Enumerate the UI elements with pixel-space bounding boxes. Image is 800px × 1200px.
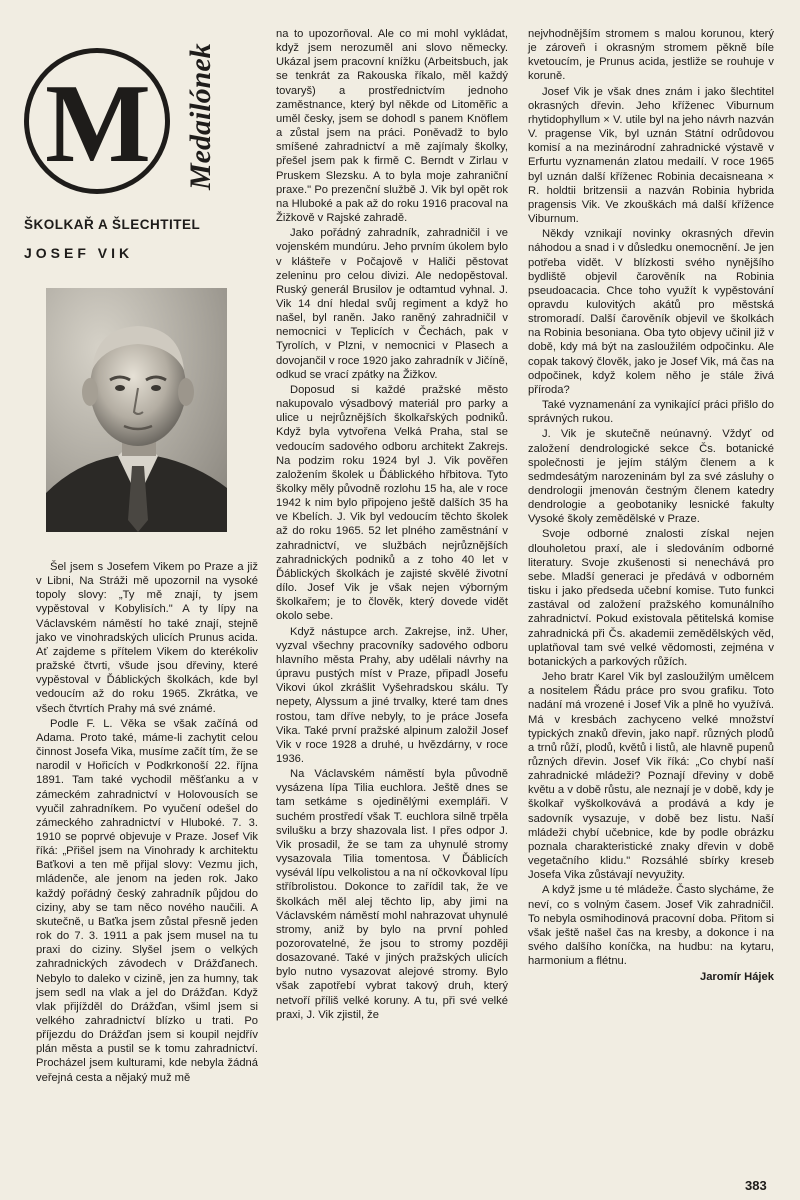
paragraph: A když jsme u té mládeže. Často slycháme, že neví, co s volným časem. Josef Vik zahradničil. To nebyla osmihodinová pracovní doba. Přitom si však ještě našel čas na kresby, a dokonce i na svého dalšího koníčka, na hudbu: na kytaru, harmonium a flétnu. xyxy=(528,884,774,968)
portrait-photo xyxy=(46,288,227,532)
paragraph: na to upozorňoval. Ale co mi mohl vykládat, když jsem nerozuměl ani slovo německy. Ukázal jsem pracovní knížku (Arbeitsbuch, jak se tenkrát za Rakouska říkalo, měl každý tovaryš) a prostřednictvím jednoho zaměstnance, který byl někde od Litoměřic a uměl česky, jsem se dohodl s panem Knöflem a zůstal jsem na práci. Poněvadž to bylo smíšené zahradnictví a mě zajímaly školky, přešel jsem pak k firmě C. Berndt v Zirlau v Pruskem Slezsku. A to byla moje zahraniční praxe." Po prezenční službě J. Vik byl opět rok na Hluboké a pak až do roku 1916 pracoval na Žižkově v Rajské zahradě. xyxy=(276,28,508,225)
paragraph: Jako pořádný zahradník, zahradničil i ve vojenském mundúru. Jeho prvním úkolem bylo v klášteře v Počajově v Haliči pěstovat zeleninu pro celou divizi. Ale nedopěstoval. Ruský generál Brusilov je odtamtud vyhnal. J. Vik 14 dní hledal svůj regiment a když ho našel, byl raněn. Jako raněný zahradničil v nemocnici v Teplicích v Čechách, pak v Tyrolích, v Plzni, v nemocnici v Plasech a dovojančil v roce 1920 jako zahradník v Jičíně, odkud se vrací zpátky na Žižkov. xyxy=(276,227,508,381)
paragraph: Doposud si každé pražské město nakupovalo výsadbový materiál pro parky a ulice u nejrůznějších školkařských podniků. Když byla vytvořena Velká Praha, stal se vedoucím sadového odboru architekt Zakrejs. Na podzim roku 1924 byl J. Vik pověřen založením školek u Ďáblického hřbitova. Tyto školky měly původně rozlohu 15 ha, ale v roce 1942 k nim bylo připojeno ještě dalších 35 ha ve Kbelích. J. Vik byl vedoucím těchto školek až do roku 1965. 52 let plného zaměstnání v zahradnictví, ve službách nejrůznějších zahradnických podniků a z toho 40 let v Ďáblických školkách je zajisté skvělé životní dílo. Josef Vik je však nejen výborným školkařem; je to člověk, který dovede vidět okolo sebe. xyxy=(276,383,508,623)
text-column-2 xyxy=(276,27,508,1023)
paragraph: Svoje odborné znalosti získal nejen dlouholetou praxí, ale i sledováním odborné literatury. Svoje zkušenosti si nenechává pro sebe. Mladší generaci je předává v odborném tisku i jako předseda učební komise. Tuto funkci zastával od založení pražského komunálního zahradnictví. Pokud existovala pětitelská komise zahradnická při Čs. akademii zemědělských věd, uplatňoval tam své velké vědomosti, zejména v botanických a parkových růžích. xyxy=(528,528,774,668)
initial-letter: M xyxy=(45,62,149,186)
text-column-1 xyxy=(36,560,258,1086)
text-column-3 xyxy=(528,27,774,984)
paragraph: Podle F. L. Věka se však začíná od Adama. Proto také, máme-li zachytit celou činnost Josefa Vika, musíme začít tím, že se narodil v Hořicích v Podkrkonoší 22. října 1891. Tam také vychodil měšťanku a v zámeckém zahradnictví v Holovousích se vyučil zahradníkem. Po vyučení odešel do zámeckého zahradnictví v Hluboké. 7. 3. 1910 se poprvé objevuje v Praze. Josef Vik říká: „Přišel jsem na Vinohrady k architektu Baťkovi a ten mě přijal slovy: Vezmu jich, mládenče, ale jenom na jeden rok. Jako každý pořádný český zahradník půjdou do ciziny, aby se tam něco nového naučili. A skutečně, u Baťka jsem zůstal přesně jeden rok do 7. 3. 1911 a pak jsem musel na tu praxi do ciziny. Slyšel jsem o velkých zahradnických závodech v Drážďanech. Nebylo to daleko v cizině, jen za humny, tak jsem sedl na vlak a jel do Drážďan. Když vlak přijížděl do Drážďan, všiml jsem si velkého zahradnictví blízko u trati. Po příjezdu do Drážďan jsem si koupil nejdřív plán města a pustil se k tomu zahradnictví. Procházel jsem kulturami, kde nebyla žádná veřejná cesta a nějaký muž mě xyxy=(36,717,258,1084)
page-number: 383 xyxy=(745,1178,767,1193)
paragraph: Na Václavském náměstí byla původně vysázena lípa Tilia euchlora. Ještě dnes se tam setkáme s ojedinělými exempláři. V suchém prostředí však T. euchlora silně trpěla svilušku a brzy shazovala list. I přes odpor J. Vik prosadil, že se tam za uhynulé stromy vysazovala Tilia tomentosa. V Ďáblicích vysévál lípu velkolistou a na ní očkovkoval lípu stříbrolistou. Dokonce to zařídil tak, že ve školkách měl alej těchto lip, aby jimi na Václavském náměstí mohl nahrazovat uhynulé stromy, aniž by bylo na první pohled pozorovatelné, že jsou to stromy později dosazované. Také v jiných pražských ulicích bylo nutno vysazovat alejové stromy. Bylo však zapotřebí vybrat takový druh, který netvoří příliš velké koruny. A tu, při své velké praxi, J. Vik zjistil, že xyxy=(276,768,508,1021)
article-person-name: JOSEF VIK xyxy=(24,245,134,261)
paragraph: Když nástupce arch. Zakrejse, inž. Uher, vyzval všechny pracovníky sadového odboru hlavního města Prahy, aby udělali návrhy na úpravu pustých míst v Praze, připadl Josefu Vikovi úkol zkrášlit Vyšehradskou skálu. Ty nepety, Alyssum a jiné trvalky, které tam dnes rostou, tam dříve nebyly, to je práce Josefa Vika. Také první pražské alpinum založil Josef Vik v roce 1928 a druhé, u hvězdárny, v roce 1936. xyxy=(276,625,508,765)
paragraph: Také vyznamenání za vynikající práci přišlo do správných rukou. xyxy=(528,399,774,426)
portrait-illustration xyxy=(46,288,227,532)
paragraph: Někdy vznikají novinky okrasných dřevin náhodou a snad i v důsledku onemocnění. Je jen potřeba vidět. V blízkosti svého nynějšího bydliště objevil čarověník na Robinia pseudoacacia. Chce toho využít k vypěstování opravdu kulovitých akátů pro městská stromoradí. Další čarověník objevil ve školkách na Robinia besoniana. Oba tyto objevy učinil již v době, kdy má být na zasloužilém odpočinku. Ale copak takový člověk, jako je Josef Vik, má čas na odpočinek, když kolem něho je stále živá příroda? xyxy=(528,228,774,396)
paragraph: Šel jsem s Josefem Vikem po Praze a již v Libni, Na Stráži mě upozornil na vysoké topoly slovy: „Ty mě znají, ty jsem vypěstoval v Kobylisích." A ty lípy na Václavském náměstí ho také znají, stejně jako ve vinohradských ulicích Prunus acida. Ať zajdeme s přítelem Vikem do kterékoliv pražské čtvrti, všude jsou dřeviny, které vypěstoval v Ďáblických školkách, kde byl vedoucím až do roku 1965. Zkrátka, ve všech čtvrtích Prahy má své známé. xyxy=(36,561,258,715)
paragraph: nejvhodnějším stromem s malou korunou, který je zároveň i okrasným stromem pěkně bíle kvetoucím, je Prunus acida, jestliže se rouhuje v koruně. xyxy=(528,28,774,83)
paragraph: J. Vik je skutečně neúnavný. Vždyť od založení dendrologické sekce Čs. botanické společnosti je jejím stálým členem a k sedmdesátým narozeninám byl za své zásluhy o dendrologii jmenován čestným členem katedry dendrologie a geobotaniky lesnické fakulty Vysoké školy zemědělské v Praze. xyxy=(528,428,774,526)
article-subtitle: ŠKOLKAŘ A ŠLECHTITEL xyxy=(24,217,201,232)
series-title: Medailónek xyxy=(184,43,217,190)
author-signature: Jaromír Hájek xyxy=(699,971,774,984)
initial-emblem xyxy=(24,48,170,194)
paragraph: Josef Vik je však dnes znám i jako šlechtitel okrasných dřevin. Jeho kříženec Viburnum rhytidophyllum × V. utile byl na jeho návrh nazván V. pragense Vik, byl uznán Státní odrůdovou komisí a na mezinárodní zahradnické výstavě v Erfurtu vyznamenán zlatou medailí. V roce 1965 byl uznán další kříženec Robinia decaisneana × R. holdtii britzensii a nazván Robinia hybrida pragensis Vik. Ve zkouškách má další křížence Viburnum. xyxy=(528,85,774,226)
paragraph: Jeho bratr Karel Vik byl zasloužilým umělcem a nositelem Řádu práce pro svou grafiku. Toto nadání má vrozené i Josef Vik a plně ho využívá. Má v kresbách zachyceno velké množství typických znaků dřevin, jako např. různých plodů a trnů růží, plodů, květů i listů, ale hlavně pupenů různých dřevin. Josef Vik říká: „Co chybí naší zahradnické mládeži? Poznají dřeviny v době květu a v době růstu, ale neznají je v době, kdy je školkař vyškolkovává a prodává a kdy je sadovník vysazuje, v době bez listu. Naší mládeži chybí učebnice, kde by podle obrázku poznala charakteristické znaky dřevin v době vegetačního klidu." Rozsáhlé sbírky kreseb Josefa Vika zůstávají nevyužity. xyxy=(528,671,774,882)
